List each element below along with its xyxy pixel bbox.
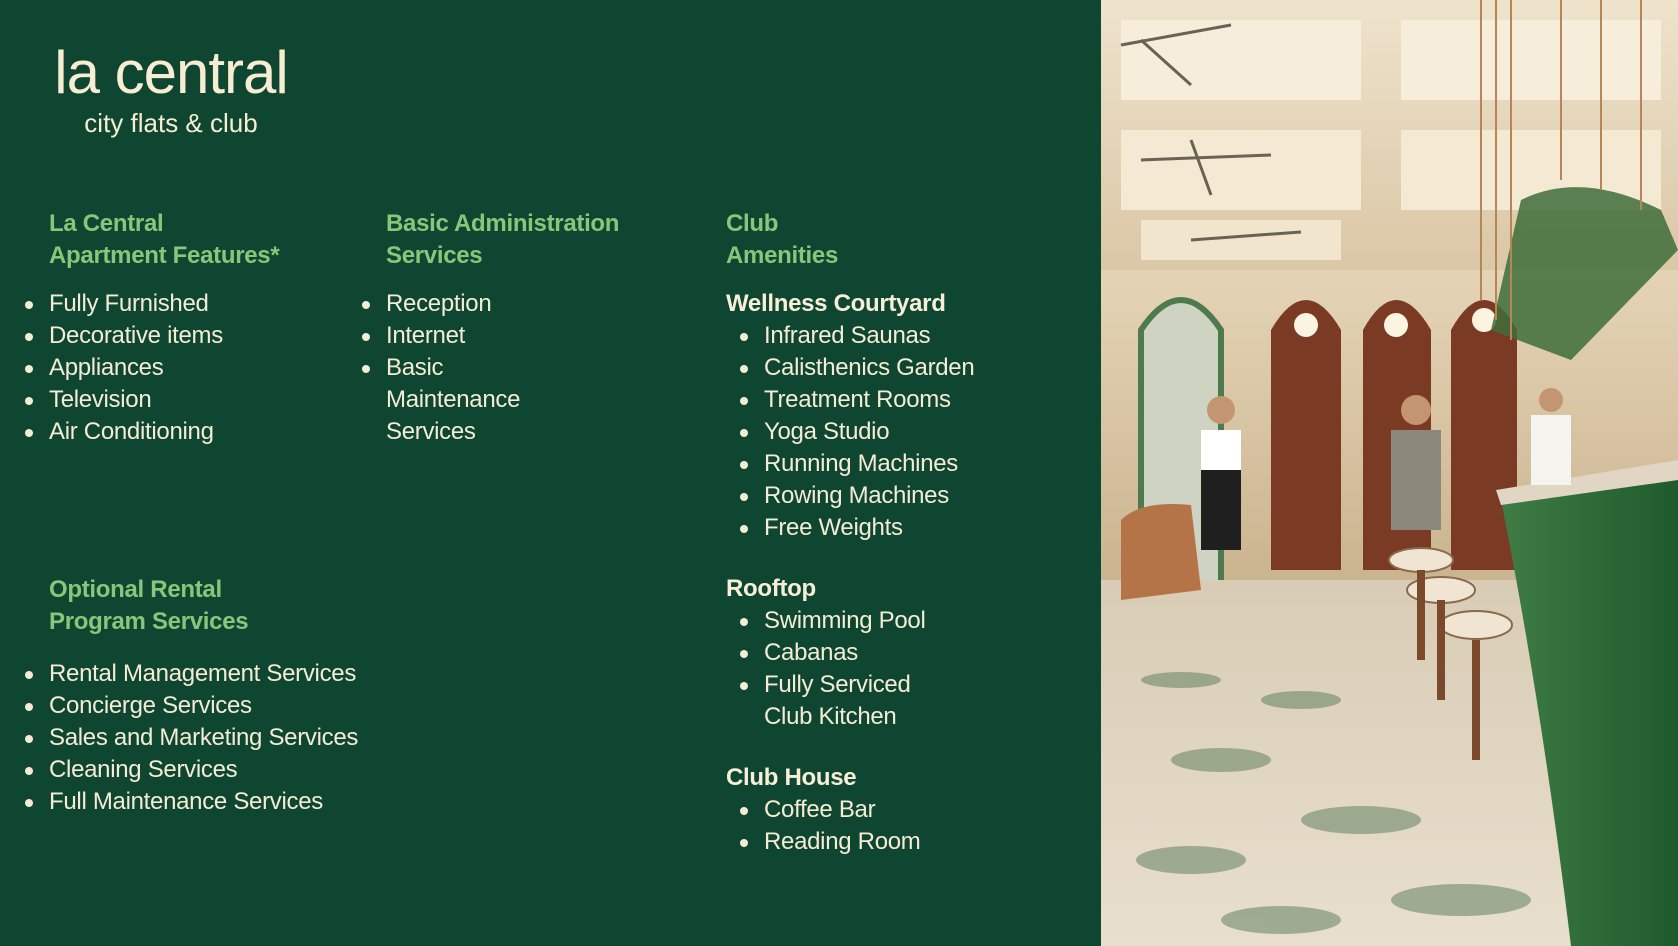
admin-title-line1: Basic Administration: [386, 210, 620, 237]
list-item: Sales and Marketing Services: [25, 722, 358, 754]
brand-tagline: city flats & club: [84, 108, 258, 138]
rental-program-section: [25, 574, 358, 818]
list-item: Air Conditioning: [25, 416, 279, 448]
wellness-courtyard-title: Wellness Courtyard: [726, 290, 946, 317]
list-item: Full Maintenance Services: [25, 786, 358, 818]
rental-program-list: [25, 658, 358, 818]
list-item: Decorative items: [25, 320, 279, 352]
admin-services-list: [362, 288, 619, 448]
rental-program-title: [25, 574, 358, 638]
rooftop-list: [726, 605, 974, 733]
club-house-title: Club House: [726, 764, 857, 791]
list-item: Cabanas: [726, 637, 974, 669]
list-item: Reception: [362, 288, 619, 320]
list-item-continuation: Club Kitchen: [764, 703, 897, 730]
club-interior-photo: [1101, 0, 1678, 946]
admin-services-section: [362, 208, 619, 448]
list-item: Cleaning Services: [25, 754, 358, 786]
rental-title-line2: Program Services: [49, 608, 249, 635]
list-item: Treatment Rooms: [726, 384, 974, 416]
rental-title-line1: Optional Rental: [49, 576, 222, 603]
rooftop-title: Rooftop: [726, 575, 816, 602]
admin-title-line2: Services: [386, 242, 483, 269]
brand-name: la central: [54, 39, 288, 106]
list-item: Running Machines: [726, 448, 974, 480]
club-house-list: [726, 794, 974, 858]
club-title-line1: Club: [726, 210, 779, 237]
apartment-features-section: [25, 208, 279, 448]
admin-services-title: [362, 208, 619, 272]
wellness-courtyard-list: [726, 320, 974, 544]
list-item: Concierge Services: [25, 690, 358, 722]
list-item: Fully Serviced: [726, 669, 974, 701]
apartment-title-line1: La Central: [49, 210, 164, 237]
apartment-title-line2: Apartment Features*: [49, 242, 280, 269]
list-item: Rowing Machines: [726, 480, 974, 512]
list-item-continuation: Maintenance: [386, 386, 521, 413]
list-item: Yoga Studio: [726, 416, 974, 448]
list-item: Internet: [362, 320, 619, 352]
list-item: Calisthenics Garden: [726, 352, 974, 384]
club-amenities-section: [726, 208, 974, 858]
list-item: Free Weights: [726, 512, 974, 544]
apartment-features-title: [25, 208, 279, 272]
list-item: Television: [25, 384, 279, 416]
list-item-continuation: Services: [386, 418, 476, 445]
apartment-features-list: [25, 288, 279, 448]
list-item: Appliances: [25, 352, 279, 384]
list-item: Fully Furnished: [25, 288, 279, 320]
list-item: Swimming Pool: [726, 605, 974, 637]
list-item: Reading Room: [726, 826, 974, 858]
list-item: Basic: [362, 352, 619, 384]
list-item: Rental Management Services: [25, 658, 358, 690]
list-item: Coffee Bar: [726, 794, 974, 826]
list-item: Infrared Saunas: [726, 320, 974, 352]
brand-logo: [46, 40, 296, 138]
club-title-line2: Amenities: [726, 242, 839, 269]
club-amenities-title: [726, 208, 974, 272]
